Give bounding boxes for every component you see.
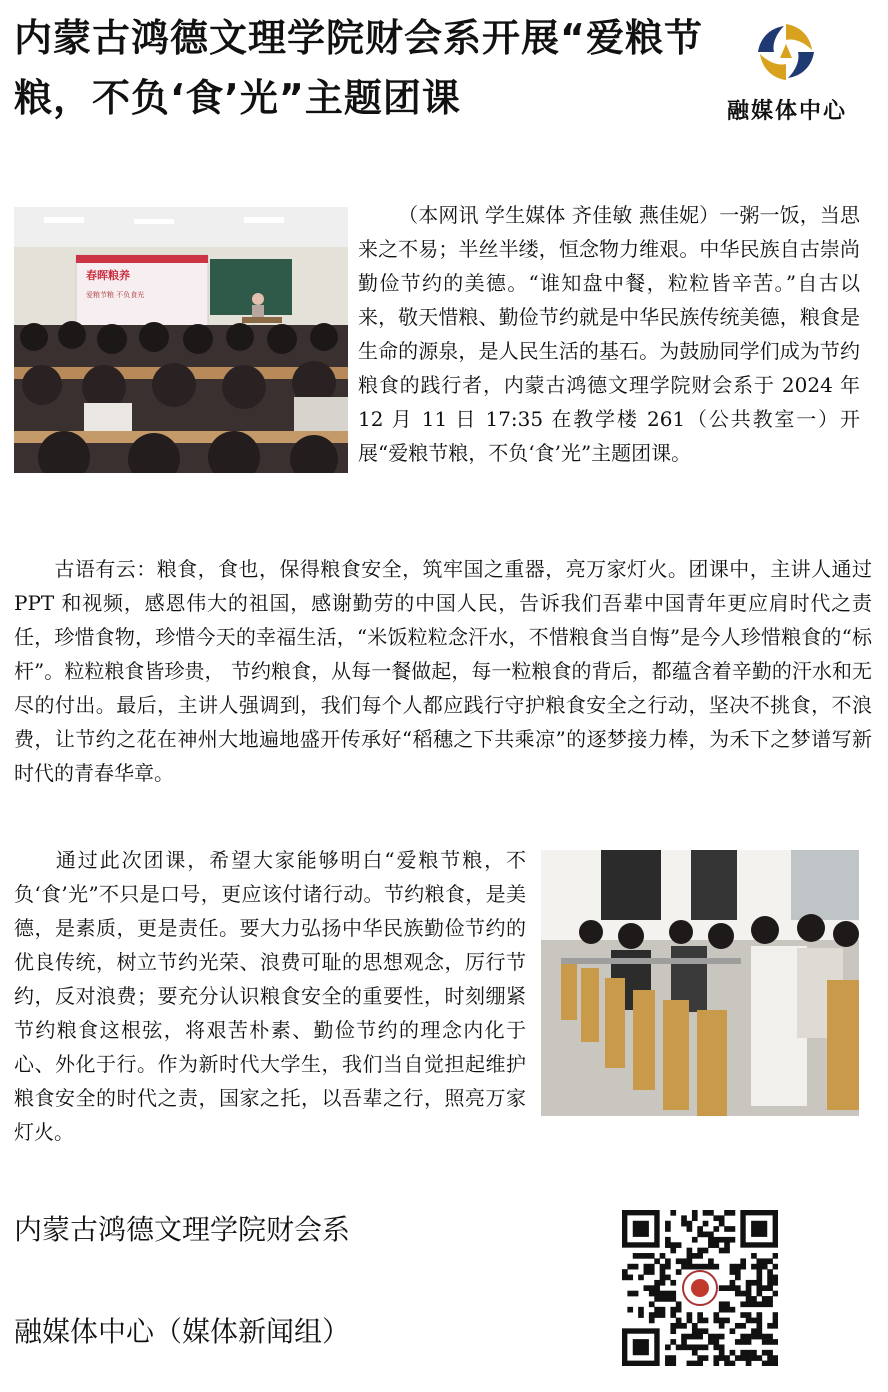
media-center-brand (712, 20, 862, 130)
closing-paragraph: 通过此次团课，希望大家能够明白“爱粮节粮，不负‘食’光”不只是口号，更应该付诸行动。节约粮食，是美德，是素质，更是责任。要大力弘扬中华民族勤俭节约的优良传统，树立节约光荣、浪费可耻的思想观念，厉行节约，反对浪费；要充分认识粮食安全的重要性，时刻绷紧节约粮食这根弦，将艰苦朴素、勤俭节约的理念内化于心、外化于行。作为新时代大学生，我们当自觉担起维护粮食安全的时代之责，国家之托，以吾辈之行，照亮万家灯火。 (14, 848, 526, 1144)
students-photo (541, 850, 859, 1116)
brand-name: 融媒体中心 (726, 99, 847, 124)
media-center-signature: 融媒体中心（媒体新闻组） (14, 1315, 351, 1348)
intro-paragraph: （本网讯 学生媒体 齐佳敏 燕佳妮）一粥一饭，当思来之不易；半丝半缕，恒念物力维艰。中华民族自古崇尚勤俭节约的美德。“谁知盘中餐，粒粒皆辛苦。”自古以来，敬天惜粮、勤俭节约就是中华民族传统美德，粮食是生命的源泉，是人民生活的基石。为鼓励同学们成为节约粮食的践行者，内蒙古鸿德文理学院财会系于 2024 年 12 月 11 日 17:35 在教学楼 261（公共教室一）开展“爱粮节粮，不负‘食’光”主题团课。 (358, 203, 860, 465)
body-paragraph: 古语有云：粮食，食也，保得粮食安全，筑牢国之重器，亮万家灯火。团课中，主讲人通过 PPT 和视频，感恩伟大的祖国，感谢勤劳的中国人民，告诉我们吾辈中国青年更应肩时代之责任，珍惜食物，珍惜今天的幸福生活，“米饭粒粒念汗水，不惜粮食当自悔”是今人珍惜粮食的“标杆”。粒粒粮食皆珍贵， 节约粮食，从每一餐做起，每一粒粮食的背后，都蕴含着辛勤的汗水和无尽的付出。最后，主讲人强调到，我们每个人都应践行守护粮食安全之行动，坚决不挑食，不浪费，让节约之花在神州大地遍地盛开传承好“稻穗之下共乘凉”的逐梦接力棒，为禾下之梦谱写新时代的青春华章。 (14, 557, 872, 785)
media-center-logo-icon (754, 20, 818, 84)
qr-code (622, 1210, 778, 1366)
article-title: 内蒙古鸿德文理学院财会系开展“爱粮节粮，不负‘食’光”主题团课 (14, 16, 703, 120)
slide-title: 春晖粮养 (86, 269, 130, 282)
slide-subtitle: 爱粮节粮 不负食光 (86, 291, 145, 299)
department-signature: 内蒙古鸿德文理学院财会系 (14, 1213, 351, 1246)
